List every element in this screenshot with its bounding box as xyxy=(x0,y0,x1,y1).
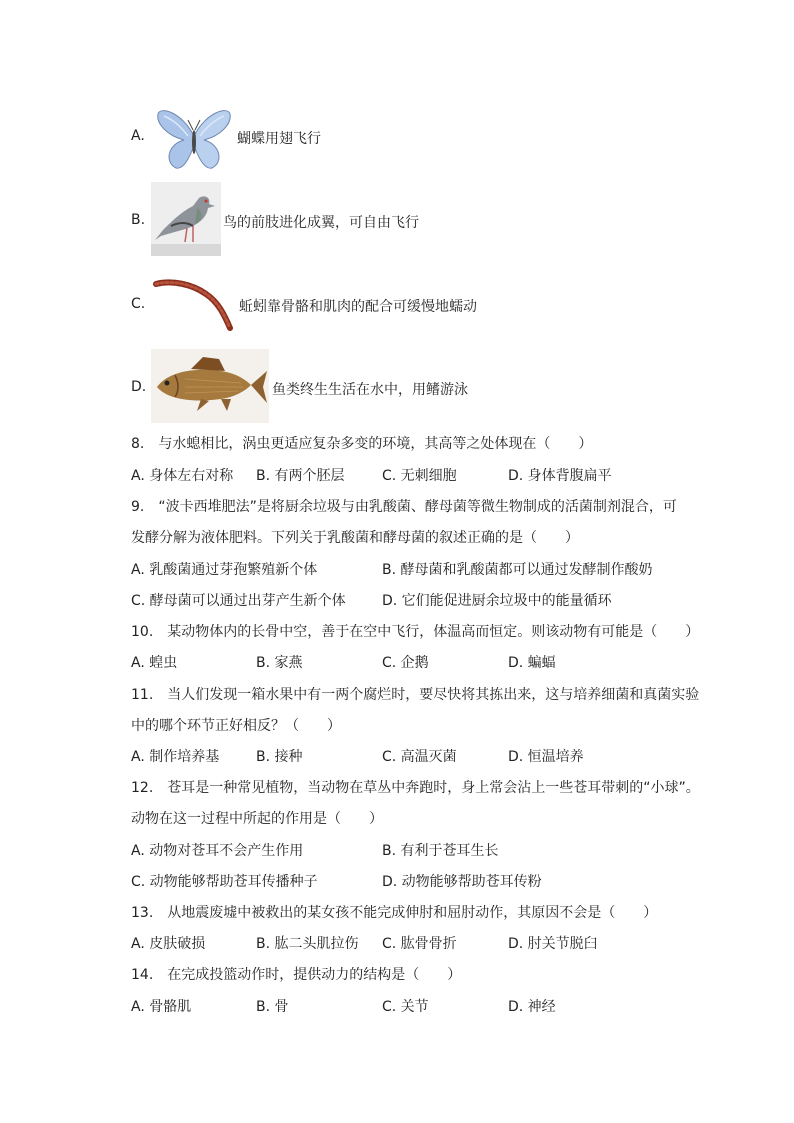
option-a-text: 蝴蝶用翅飞行 xyxy=(237,131,321,147)
question-14-option-b: B. 骨 xyxy=(256,999,289,1015)
question-8-option-b: B. 有两个胚层 xyxy=(256,468,345,484)
question-11-stem-line-1: 11. 当人们发现一箱水果中有一两个腐烂时，要尽快将其拣出来，这与培养细菌和真菌实验 xyxy=(131,687,700,703)
question-9-stem-line-1: 9. “波卡西堆肥法”是将厨余垃圾与由乳酸菌、酵母菌等微生物制成的活菌制剂混合，可 xyxy=(131,499,677,515)
option-c-row xyxy=(131,296,145,312)
earthworm-image xyxy=(152,278,238,334)
option-letter: A. xyxy=(131,128,145,144)
question-14-option-d: D. 神经 xyxy=(508,999,556,1015)
question-11-stem-line-2: 中的哪个环节正好相反？（ ） xyxy=(131,718,341,734)
question-10-stem: 10. 某动物体内的长骨中空，善于在空中飞行，体温高而恒定。则该动物有可能是（ ） xyxy=(131,624,700,640)
question-8-option-a: A. 身体左右对称 xyxy=(131,468,234,484)
question-9-option-c: C. 酵母菌可以通过出芽产生新个体 xyxy=(131,593,346,609)
question-8-stem: 8. 与水螅相比，涡虫更适应复杂多变的环境，其高等之处体现在（ ） xyxy=(131,436,593,452)
question-13-option-c: C. 肱骨骨折 xyxy=(382,936,457,952)
question-14-stem: 14. 在完成投篮动作时，提供动力的结构是（ ） xyxy=(131,967,462,983)
option-a-row xyxy=(131,128,145,144)
option-b-row xyxy=(131,212,145,228)
option-letter: C. xyxy=(131,296,146,312)
carp-image xyxy=(151,349,269,423)
question-13-option-a: A. 皮肤破损 xyxy=(131,936,206,952)
option-c-text: 蚯蚓靠骨骼和肌肉的配合可缓慢地蠕动 xyxy=(239,299,477,315)
question-12-option-b: B. 有利于苍耳生长 xyxy=(382,843,499,859)
question-12-stem-line-2: 动物在这一过程中所起的作用是（ ） xyxy=(131,811,383,827)
question-10-option-c: C. 企鹅 xyxy=(382,655,429,671)
option-b-text: 鸟的前肢进化成翼，可自由飞行 xyxy=(223,215,419,231)
option-letter: B. xyxy=(131,212,146,228)
question-14-option-a: A. 骨骼肌 xyxy=(131,999,192,1015)
pigeon-image xyxy=(151,182,221,256)
option-d-row xyxy=(131,379,146,395)
question-14-option-c: C. 关节 xyxy=(382,999,429,1015)
question-9-stem-line-2: 发酵分解为液体肥料。下列关于乳酸菌和酵母菌的叙述正确的是（ ） xyxy=(131,530,579,546)
question-9-option-a: A. 乳酸菌通过芽孢繁殖新个体 xyxy=(131,562,318,578)
question-10-option-b: B. 家燕 xyxy=(256,655,303,671)
question-8-option-d: D. 身体背腹扁平 xyxy=(508,468,612,484)
question-9-option-b: B. 酵母菌和乳酸菌都可以通过发酵制作酸奶 xyxy=(382,562,653,578)
question-12-option-a: A. 动物对苍耳不会产生作用 xyxy=(131,843,304,859)
question-12-option-c: C. 动物能够帮助苍耳传播种子 xyxy=(131,874,318,890)
question-13-option-b: B. 肱二头肌拉伤 xyxy=(256,936,359,952)
butterfly-image xyxy=(154,106,234,172)
question-10-option-a: A. 蝗虫 xyxy=(131,655,178,671)
question-12-stem-line-1: 12. 苍耳是一种常见植物，当动物在草丛中奔跑时，身上常会沾上一些苍耳带刺的“小球”。 xyxy=(131,780,700,796)
question-12-option-d: D. 动物能够帮助苍耳传粉 xyxy=(382,874,542,890)
question-11-option-c: C. 高温灭菌 xyxy=(382,749,457,765)
question-9-option-d: D. 它们能促进厨余垃圾中的能量循环 xyxy=(382,593,612,609)
question-11-option-b: B. 接种 xyxy=(256,749,303,765)
option-letter: D. xyxy=(131,379,147,395)
question-11-option-a: A. 制作培养基 xyxy=(131,749,220,765)
question-10-option-d: D. 蝙蝠 xyxy=(508,655,556,671)
question-13-stem: 13. 从地震废墟中被救出的某女孩不能完成伸肘和屈肘动作，其原因不会是（ ） xyxy=(131,905,658,921)
question-8-option-c: C. 无刺细胞 xyxy=(382,468,457,484)
option-d-text: 鱼类终生生活在水中，用鳍游泳 xyxy=(272,382,468,398)
question-11-option-d: D. 恒温培养 xyxy=(508,749,584,765)
question-13-option-d: D. 肘关节脱臼 xyxy=(508,936,598,952)
